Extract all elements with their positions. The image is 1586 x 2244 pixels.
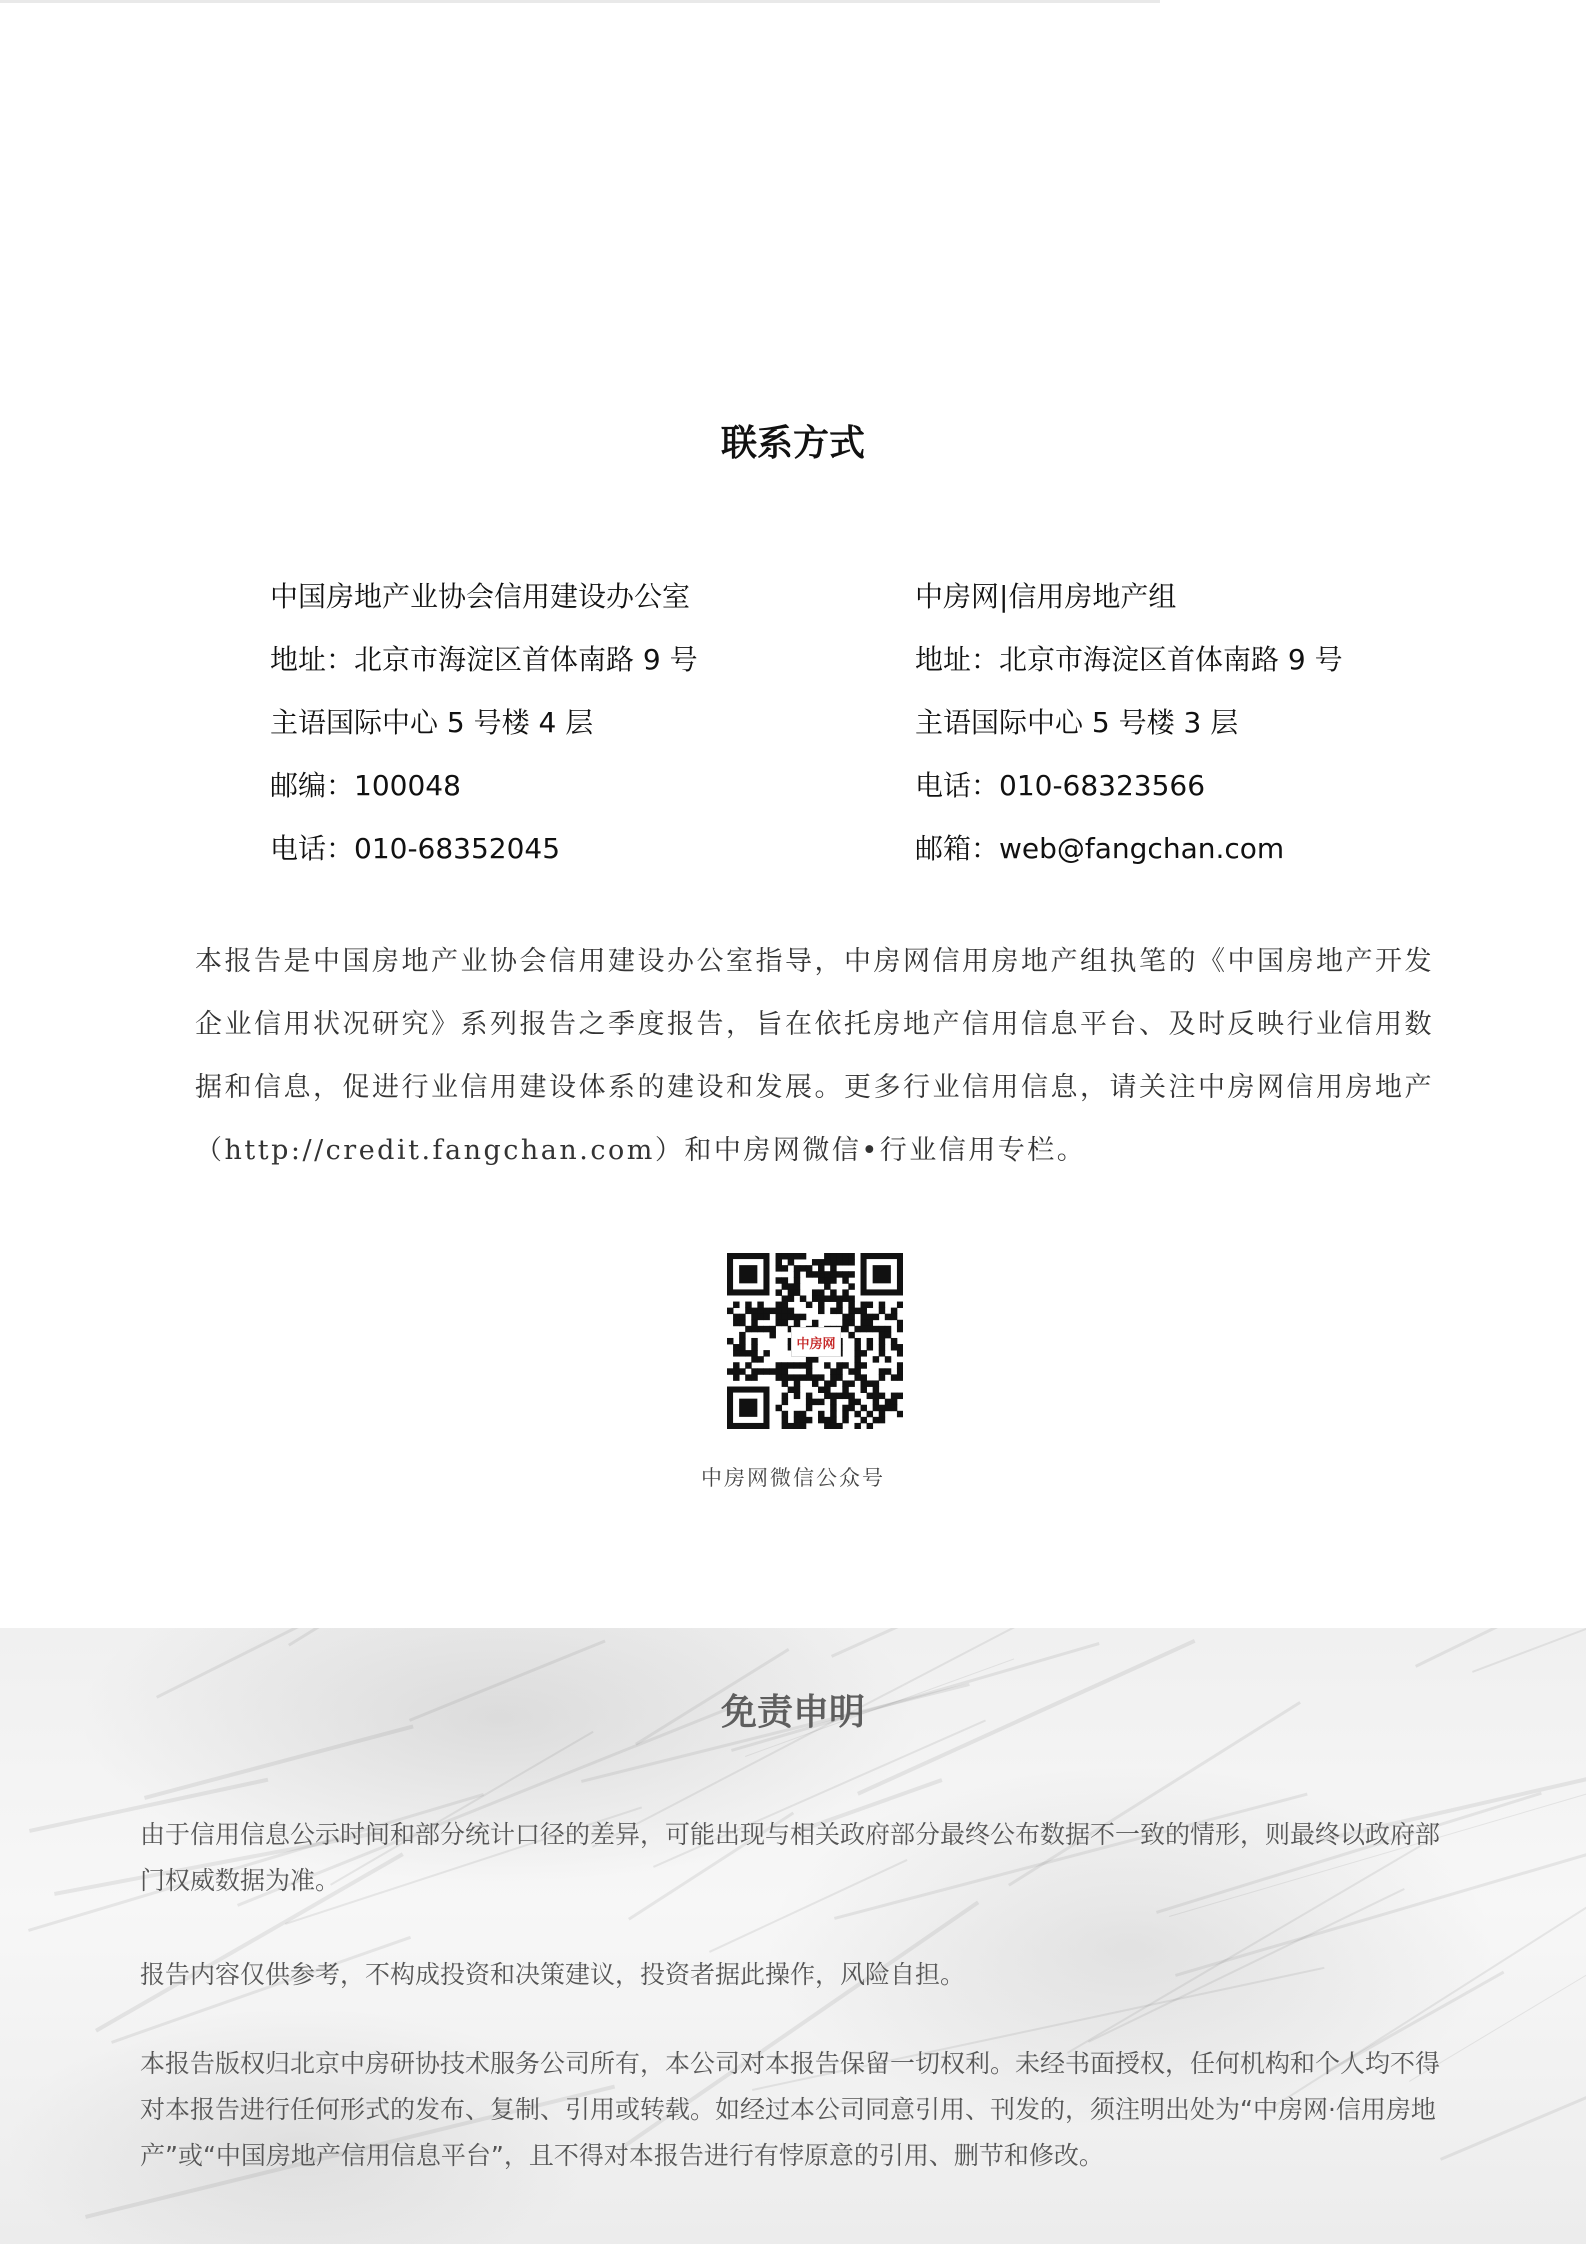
left-org-name: 中国房地产业协会信用建设办公室: [270, 580, 691, 613]
qr-logo: 中房网: [791, 1327, 841, 1357]
contact-title: 联系方式: [720, 423, 865, 464]
texture-streak: [831, 1628, 1342, 1658]
disclaimer-section: [0, 1628, 1586, 2244]
right-address-line2: 主语国际中心 5 号楼 3 层: [915, 706, 1239, 739]
right-org-name: 中房网|信用房地产组: [915, 580, 1177, 613]
disclaimer-title: 免责申明: [720, 1692, 865, 1733]
left-address-line1: 地址：北京市海淀区首体南路 9 号: [270, 643, 698, 676]
report-intro-paragraph: 本报告是中国房地产业协会信用建设办公室指导，中房网信用房地产组执笔的《中国房地产开发企业信用状况研究》系列报告之季度报告，旨在依托房地产信用信息平台、及时反映行业信用数据和信息，促进行业信用建设体系的建设和发展。更多行业信用信息，请关注中房网信用房地产（http://credit.fangchan.com）和中房网微信•行业信用专栏。: [195, 946, 1434, 1166]
contact-right-column: [915, 575, 1343, 890]
wechat-qr-code: [727, 1253, 903, 1429]
right-phone: 电话：010-68323566: [915, 769, 1206, 802]
contact-left-column: [270, 575, 698, 890]
texture-streak: [288, 1628, 634, 1646]
left-phone: 电话：010-68352045: [270, 832, 561, 865]
texture-streak: [144, 1725, 413, 1800]
left-address-line2: 主语国际中心 5 号楼 4 层: [270, 706, 594, 739]
left-postcode: 邮编：100048: [270, 769, 461, 802]
right-address-line1: 地址：北京市海淀区首体南路 9 号: [915, 643, 1343, 676]
disclaimer-paragraph-2: 报告内容仅供参考，不构成投资和决策建议，投资者据此操作，风险自担。: [140, 1960, 966, 1989]
top-divider: [0, 0, 1160, 3]
disclaimer-paragraph-3: 本报告版权归北京中房研协技术服务公司所有，本公司对本报告保留一切权利。未经书面授权，任何机构和个人均不得对本报告进行任何形式的发布、复制、引用或转载。如经过本公司同意引用、刊发的，须注明出处为“中房网·信用房地产”或“中国房地产信用信息平台”，且不得对本报告进行有悖原意的引用、删节和修改。: [140, 2049, 1441, 2170]
disclaimer-paragraph-1: 由于信用信息公示时间和部分统计口径的差异，可能出现与相关政府部分最终公布数据不一致的情形，则最终以政府部门权威数据为准。: [140, 1820, 1441, 1895]
right-email: 邮箱：web@fangchan.com: [915, 832, 1285, 865]
texture-streak: [1472, 1628, 1586, 1673]
qr-caption: 中房网微信公众号: [701, 1466, 885, 1490]
